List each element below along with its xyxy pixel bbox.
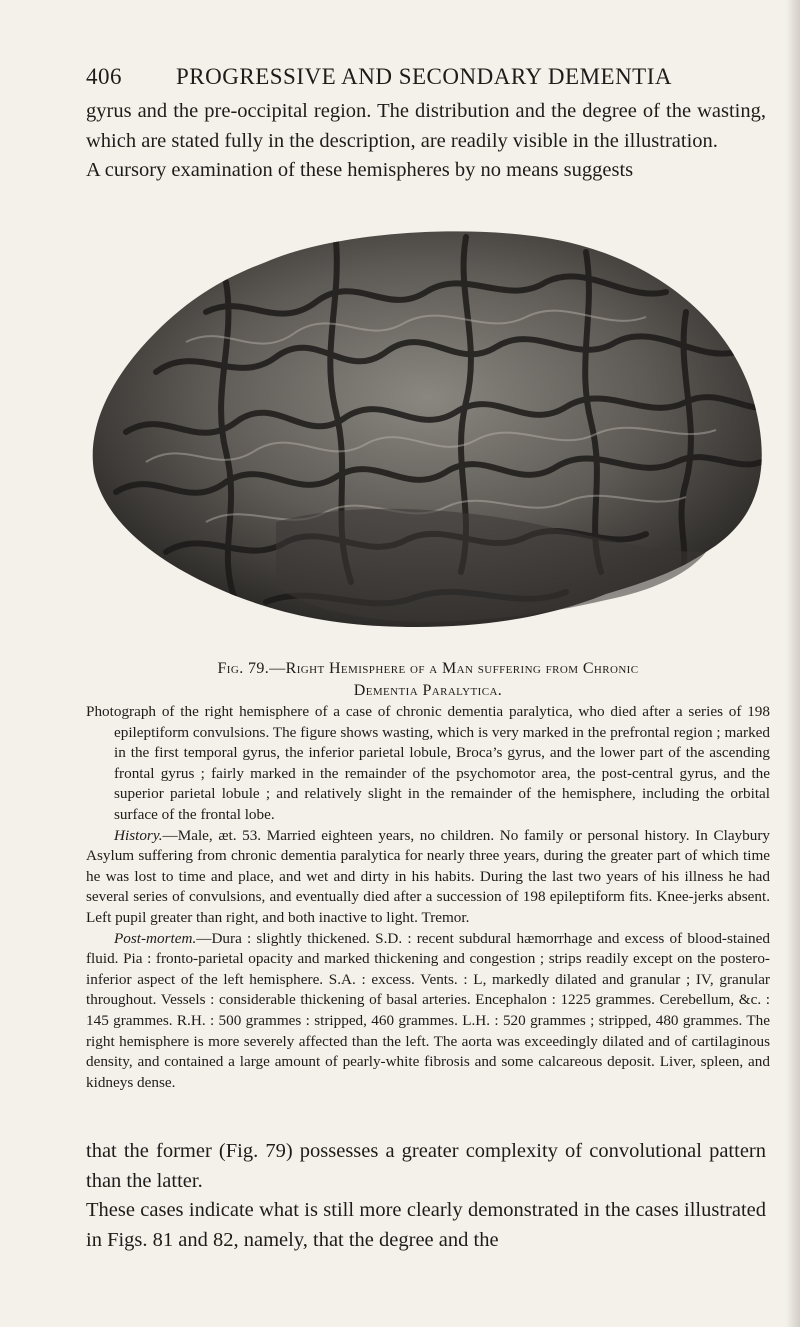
brain-hemisphere-figure (86, 222, 770, 650)
description-paragraph: Photograph of the right hemisphere of a case of chronic dementia paralytica, who died after a series of 198 epileptiform convulsions. The figure shows wasting, which is very marked in the prefrontal region ; marked in the first temporal gyrus, the inferior parietal lobule, Broca’s gyrus, and the lower part of the ascending frontal gyrus ; fairly marked in the remainder of the psychomotor area, the post-central gyrus, and the superior parietal lobule ; and relatively slight in the remainder of the hemisphere, including the orbital surface of the frontal lobe. (86, 703, 770, 823)
history-paragraph (86, 826, 770, 929)
postmortem-label: Post-mortem. (114, 929, 197, 947)
case-notes (86, 702, 770, 1093)
paragraph-text: A cursory examination of these hemispheres by no means suggests (86, 159, 634, 181)
postmortem-text: —Dura : slightly thickened. S.D. : recent subdural hæmorrhage and excess of blood-stained fluid. Pia : fronto-parietal opacity and marked thickening and congestion ; strips readily except on the postero-inferior aspect of the left hemisphere. S.A. : excess. Vents. : L, markedly dilated and granular ; IV, granular throughout. Vessels : considerable thickening of basal arteries. Encephalon : 1225 grammes. Cerebellum, &c. : 145 grammes. R.H. : 500 grammes : stripped, 460 grammes. L.H. : 520 grammes ; stripped, 480 grammes. The right hemisphere is more severely affected than the left. The aorta was exceedingly dilated and of cartilaginous density, and contained a large amount of pearly-white fibrosis and some calcareous deposit. Liver, spleen, and kidneys dense. (86, 929, 770, 1091)
running-title: PROGRESSIVE AND SECONDARY DEMENTIA (176, 64, 672, 89)
paragraph: gyrus and the pre-occipital region. The distribution and the degree of the wasting, which are stated fully in the description, are readily visible in the illustration. (86, 100, 766, 152)
history-text: —Male, æt. 53. Married eighteen years, no children. No family or personal history. In Claybury Asylum suffering from chronic dementia paralytica for nearly three years, during the greater part of which time he was lost to time and place, and wet and dirty in his habits. During the last two years of his illness he had several series of convulsions, and eventually died after a succession of 198 epileptiform fits. Knee-jerks absent. Left pupil greater than right, and both inactive to light. Tremor. (86, 826, 770, 926)
caption-line-1: —Right Hemisphere of a Man suffering from Chronic (269, 660, 639, 677)
paragraph: that the former (Fig. 79) possesses a greater complexity of convolutional pattern than the latter. (86, 1140, 766, 1192)
postmortem-paragraph (86, 929, 770, 1094)
bottom-body-text (86, 1137, 766, 1255)
page-number: 406 (86, 64, 122, 89)
figure-number: Fig. 79. (217, 660, 270, 677)
page-spine-shadow (786, 0, 800, 1327)
top-body-text (86, 97, 766, 186)
paragraph (86, 156, 766, 186)
brain-photograph-icon (86, 222, 770, 650)
figure-caption (86, 658, 770, 702)
history-label: History. (114, 826, 163, 844)
paragraph: These cases indicate what is still more clearly demonstrated in the cases illustrated in Figs. 81 and 82, namely, that the degree and the (86, 1199, 766, 1251)
caption-line-2: Dementia Paralytica. (353, 682, 503, 699)
